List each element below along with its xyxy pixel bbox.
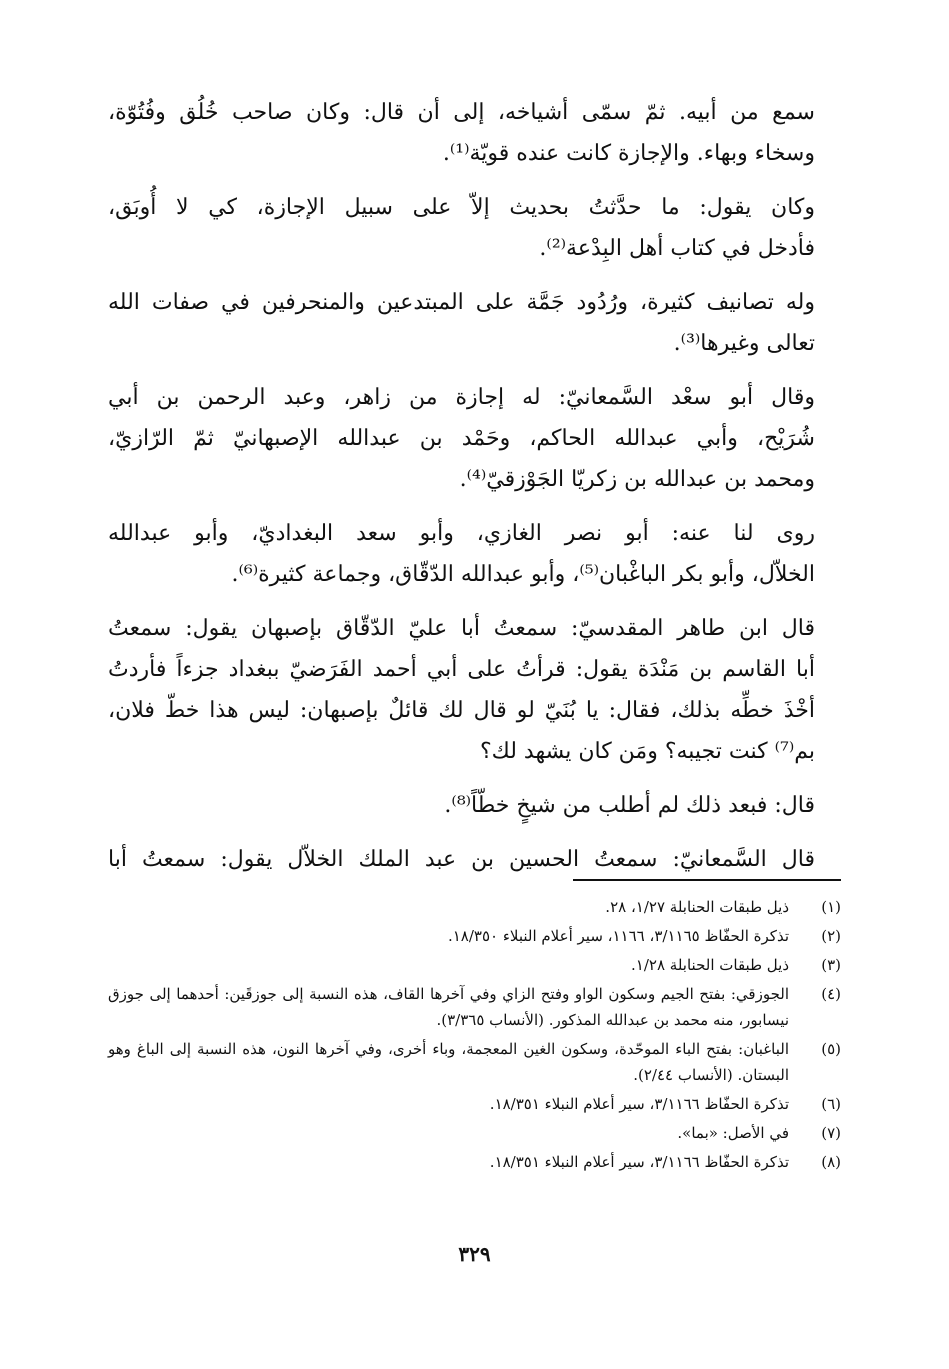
- text-line: قال ابن طاهر المقدسيّ: سمعتُ أبا عليّ الدّقّاق بإصبهان يقول: سمعتُ: [108, 616, 815, 641]
- text-line: سمع من أبيه. ثمّ سمّى أشياخه، إلى أن قال: وكان صاحب خُلُق وفُتُوّة،: [108, 100, 815, 125]
- text-line: أخْذَ خطِّه بذلك، فقال: يا بُنَيّ لو قال لك قائلٌ بإصبهان: ليس هذا خطّ فلان،: [108, 698, 815, 723]
- footnote: [108, 894, 841, 920]
- footnote-number: (٦): [821, 1095, 841, 1113]
- footnotes: [108, 894, 841, 1178]
- footnote-separator: [573, 879, 841, 881]
- paragraph: [108, 377, 841, 500]
- footnote-number: (٥): [821, 1040, 841, 1058]
- footnote-text: الباغبان: بفتح الباء الموحّدة، وسكون الغين المعجمة، وباء أخرى، وفي آخرها النون، هذه النسبة إلى الباغ وهو البستان. (الأنساب ٢/٤٤).: [108, 1040, 789, 1084]
- text-line: تعالى وغيرها⁽³⁾.: [673, 331, 815, 356]
- footnote-text: ذيل طبقات الحنابلة ١/٢٨.: [631, 956, 789, 974]
- paragraph: [108, 92, 841, 174]
- text-line: وله تصانيف كثيرة، ورُدُود جَمَّة على المبتدعين والمنحرفين في صفات الله: [108, 290, 815, 315]
- text-line: ومحمد بن عبدالله بن زكريّا الجَوْزقيّ⁽⁴⁾.: [459, 467, 815, 492]
- paragraph: [108, 187, 841, 269]
- footnote-number: (٨): [821, 1153, 841, 1171]
- footnote-text: ذيل طبقات الحنابلة ١/٢٧، ٢٨.: [605, 898, 789, 916]
- paragraph: [108, 513, 841, 595]
- footnote-number: (٣): [821, 956, 841, 974]
- paragraph: [108, 608, 841, 772]
- footnote: [108, 1091, 841, 1117]
- text-line: فأدخل في كتاب أهل البِدْعة⁽²⁾.: [539, 236, 815, 261]
- footnote-text: تذكرة الحفّاظ ٣/١١٦٦، سير أعلام النبلاء ١٨/٣٥١.: [489, 1095, 789, 1113]
- page-number: ٣٢٩: [458, 1242, 491, 1266]
- text-line: قال: فبعد ذلك لم أطلب من شيخٍ خطّاً⁽⁸⁾.: [444, 793, 815, 818]
- footnote: [108, 981, 841, 1033]
- footnote: [108, 952, 841, 978]
- footnote-number: (١): [821, 898, 841, 916]
- text-line: وكان يقول: ما حدَّثتُ بحديث إلاّ على سبيل الإجازة، كي لا أُوبَق،: [108, 195, 815, 220]
- text-line: وسخاء وبهاء. والإجازة كانت عنده قويّة⁽¹⁾.: [442, 141, 815, 166]
- text-line: قال السَّمعانيّ: سمعتُ الحسين بن عبد الملك الخلاّل يقول: سمعتُ أبا: [108, 847, 815, 872]
- main-text: [108, 92, 841, 880]
- footnote: [108, 923, 841, 949]
- footnote-text: في الأصل: «بما».: [677, 1124, 789, 1142]
- paragraph: [108, 282, 841, 364]
- footnote: [108, 1149, 841, 1175]
- footnote: [108, 1120, 841, 1146]
- text-line: أبا القاسم بن مَنْدَة يقول: قرأتُ على أبي أحمد الفَرَضيّ ببغداد جزءاً فأردتُ: [108, 657, 815, 682]
- footnote-number: (٧): [821, 1124, 841, 1142]
- text-line: وقال أبو سعْد السَّمعانيّ: له إجازة من زاهر، وعبد الرحمن بن أبي: [108, 385, 815, 410]
- text-line: الخلاّل، وأبو بكر الباغْبان⁽⁵⁾، وأبو عبدالله الدّقّاق، وجماعة كثيرة⁽⁶⁾.: [231, 562, 815, 587]
- footnote: [108, 1036, 841, 1088]
- footnote-text: الجوزقي: بفتح الجيم وسكون الواو وفتح الزاي وفي آخرها القاف، هذه النسبة إلى جوزقَين: أحدهما إلى جوزق نيسابور، منه محمد بن عبدالله المذكور. (الأنساب ٣/٣٦٥).: [108, 985, 789, 1029]
- text-line: بم⁽⁷⁾ كنت تجيبه؟ ومَن كان يشهد لك؟: [480, 739, 815, 764]
- text-line: روى لنا عنه: أبو نصر الغازي، وأبو سعد البغداديّ، وأبو عبدالله: [108, 521, 815, 546]
- footnote-text: تذكرة الحفّاظ ٣/١١٦٥، ١١٦٦، سير أعلام النبلاء ١٨/٣٥٠.: [447, 927, 789, 945]
- text-line: شُرَيْح، وأبي عبدالله الحاكم، وحَمْد بن عبدالله الإصبهانيّ ثمّ الرّازيّ،: [108, 426, 815, 451]
- book-page: [108, 92, 841, 1369]
- footnote-text: تذكرة الحفّاظ ٣/١١٦٦، سير أعلام النبلاء ١٨/٣٥١.: [489, 1153, 789, 1171]
- footnote-number: (٤): [821, 985, 841, 1003]
- footnote-number: (٢): [821, 927, 841, 945]
- paragraph: [108, 839, 841, 880]
- paragraph: [108, 785, 841, 826]
